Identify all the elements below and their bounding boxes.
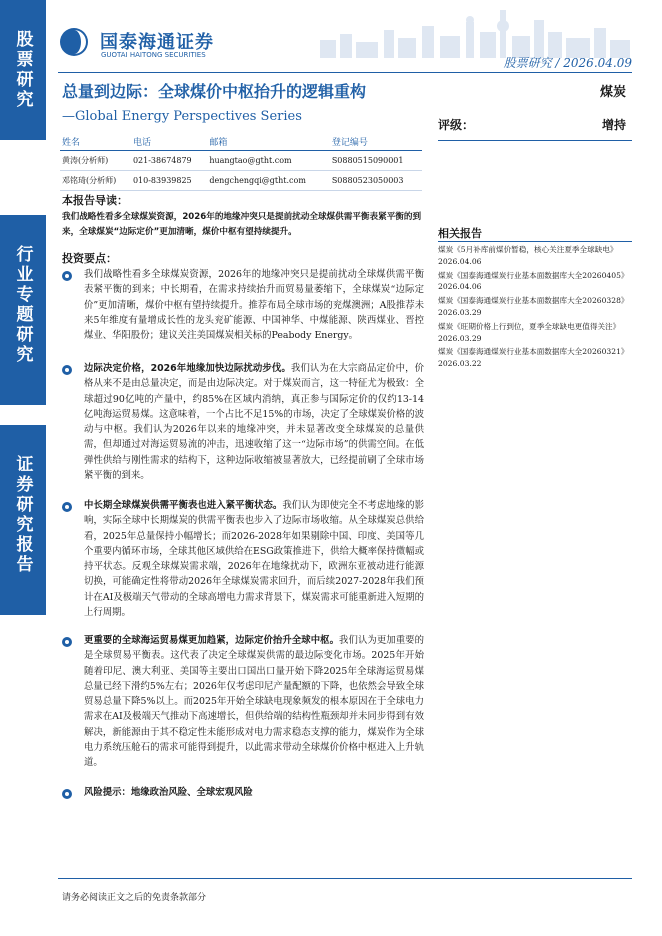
analyst-phone: 021-38674879 xyxy=(131,151,207,171)
point-heading: 边际决定价格，2026年地缘加快边际扰动步伐。 xyxy=(84,363,291,374)
risk-point xyxy=(84,785,424,800)
rating-value: 增持 xyxy=(601,118,626,132)
company-logo xyxy=(58,26,238,60)
bullet-icon xyxy=(62,365,72,375)
bullet-icon xyxy=(62,271,72,281)
list-item[interactable]: 煤炭《国泰海通煤炭行业基本面数据库大全20260321》2026.03.22 xyxy=(438,347,629,369)
sidebar-section-securities-report xyxy=(0,425,46,615)
analyst-email[interactable]: huangtao@gtht.com xyxy=(207,151,330,171)
sidebar-section-label: 行业专题研究 xyxy=(12,245,33,365)
investment-point xyxy=(84,267,424,343)
rating-label: 评级： xyxy=(438,118,475,132)
logo-text-en: GUOTAI HAITONG SECURITIES xyxy=(101,51,206,59)
logo-mark-icon xyxy=(58,26,94,58)
analyst-reg-no: S0880515090001 xyxy=(330,151,422,171)
analyst-table-header-row xyxy=(60,133,422,151)
investment-point xyxy=(84,498,424,620)
point-body: 我们认为在大宗商品定价中，价格从来不是由总量决定，而是由边际决定。对于煤炭而言，这一特征尤为极致：全球超过90亿吨的产量中，约85%在区域内消纳，真正参与国际定价的仅约13-14亿吨海运贸易煤。这意味着，一个占比不足15%的市场，决定了全球煤炭价格的波动与中枢。我们认为2026年以来的地缘冲突，并未显著改变全球煤炭的总量供需，但却通过对海运贸易流的冲击，迅速收缩了这一“边际市场”的供需空间。在低弹性供给与刚性需求的结构下，这种边际收缩被显著放大，已经提前刷了全球市场紧平衡的到来。 xyxy=(84,363,424,482)
footer-divider xyxy=(58,878,632,879)
bullet-icon xyxy=(62,637,72,647)
point-body: 我们认为更加重要的是全球贸易平衡表。这代表了决定全球煤炭供需的最边际变化市场。2025年开始随着印尼、澳大利亚、美国等主要出口国出口量开始下降2025年全球海运贸易煤总量已经下滑约5%左右；2026年仅考虑印尼产量配额的下降，也依然会导致全球贸易总量下降5%以上。而2025年开始全球缺电现象频发的根本原因在于全球电力需求在AI及极端天气推动下高速增长，但供给端的结构性瓶颈却并未同步得到有效解决，新能源由于其不稳定性未能形成对电力需求稳态支撑的能力，煤炭作为全球电力系统压舱石的需求可能得到提升，以此需求带动全球煤价价格中枢进入上升轨道。 xyxy=(84,635,424,769)
related-reports-title: 相关报告 xyxy=(438,227,482,240)
logo-text-cn: 国泰海通证券 xyxy=(100,32,214,53)
list-item[interactable]: 煤炭《5月补库前煤价暂稳，核心关注夏季全球缺电》2026.04.06 xyxy=(438,245,618,266)
list-item[interactable]: 煤炭《旺期价格上行到位，夏季全球缺电更值得关注》2026.03.29 xyxy=(438,321,621,343)
analyst-name: 黄涛(分析师) xyxy=(60,151,131,171)
sidebar-section-industry-report xyxy=(0,215,46,405)
report-title: 总量到边际：全球煤价中枢抬升的逻辑重构 xyxy=(62,82,367,101)
list-item[interactable]: 煤炭《国泰海通煤炭行业基本面数据库大全20260328》2026.03.29 xyxy=(438,296,629,317)
investment-point xyxy=(84,361,424,483)
guide-label: 本报告导读： xyxy=(62,194,128,207)
footer-disclaimer: 请务必阅读正文之后的免责条款部分 xyxy=(62,893,207,903)
table-row xyxy=(60,151,422,171)
analyst-table-header: 登记编号 xyxy=(330,133,422,151)
list-item[interactable]: 煤炭《国泰海通煤炭行业基本面数据库大全20260405》2026.04.06 xyxy=(438,270,629,292)
point-heading: 更重要的全球海运贸易煤更加趋紧，边际定价抬升全球中枢。 xyxy=(84,635,340,646)
points-label: 投资要点： xyxy=(62,252,117,265)
city-skyline-icon xyxy=(300,6,640,58)
analyst-table-header: 电话 xyxy=(131,133,207,151)
sidebar-section-label: 证券研究报告 xyxy=(12,455,33,575)
analyst-table-header: 姓名 xyxy=(60,133,131,151)
table-row xyxy=(60,171,422,191)
point-heading: 风险提示：地缘政治风险、全球宏观风险 xyxy=(84,787,253,798)
point-heading: 中长期全球煤炭供需平衡表也进入紧平衡状态。 xyxy=(84,500,283,511)
report-type-date: 股票研究 / 2026.04.09 xyxy=(503,56,632,70)
analyst-email[interactable]: dengchengqi@gtht.com xyxy=(207,171,330,191)
analyst-phone: 010-83939825 xyxy=(131,171,207,191)
sidebar-section-label: 股票研究 xyxy=(12,30,33,110)
guide-text: 我们战略性看多全球煤炭资源，2026年的地缘冲突只是提前扰动全球煤供需平衡表紧平衡的到来，全球煤炭“边际定价”更加清晰，煤价中枢有望持续提升。 xyxy=(62,212,422,237)
header-divider xyxy=(58,72,632,73)
sidebar-section-stock-research xyxy=(0,0,46,140)
rating-divider xyxy=(438,140,632,141)
analyst-name: 邓铭琦(分析师) xyxy=(60,171,131,191)
investment-point xyxy=(84,633,424,771)
industry-label: 煤炭 xyxy=(599,85,626,100)
related-reports-list xyxy=(438,244,634,372)
point-body: 我们战略性看多全球煤炭资源，2026年的地缘冲突只是提前扰动全球煤供需平衡表紧平衡的到来；中长期看，在需求持续抬升而贸易量萎缩下，全球煤炭“边际定价”更加清晰，煤价中枢有望持续提升。推荐布局全球市场的兖煤澳洲；A股推荐未来5年维度有量增成长性的龙头兖矿能源、中国神华、中煤能源、陕西煤业、晋控煤业、华阳股份；建议关注美国煤炭相关标的Peabody Energy。 xyxy=(84,269,424,342)
point-body: 我们认为即使完全不考虑地缘的影响，实际全球中长期煤炭的供需平衡表也步入了边际市场收缩。从全球煤炭总供给看，2025年总量保持小幅增长；而2026-2028年如果剔除中国、印度、美国等几个重要内循环市场，全球其他区域供给在ESG政策推进下，供给大概率保持微幅或持平状态。反观全球煤炭需求端，2026年在地缘扰动下，欧洲东亚被动进行能源切换，可能确定性将带动2026年全球煤炭需求回升，而后续2027-2028年我们预计在AI及极端天气带动的全球高增电力需求背景下，煤炭需求可能重新进入短期的上行周期。 xyxy=(84,500,424,619)
bullet-icon xyxy=(62,502,72,512)
analyst-reg-no: S0880523050003 xyxy=(330,171,422,191)
sidebar xyxy=(0,0,46,936)
series-name: —Global Energy Perspectives Series xyxy=(62,109,302,124)
analyst-table-header: 邮箱 xyxy=(207,133,330,151)
related-reports-divider xyxy=(438,241,632,242)
analyst-table xyxy=(60,133,422,191)
bullet-icon xyxy=(62,789,72,799)
